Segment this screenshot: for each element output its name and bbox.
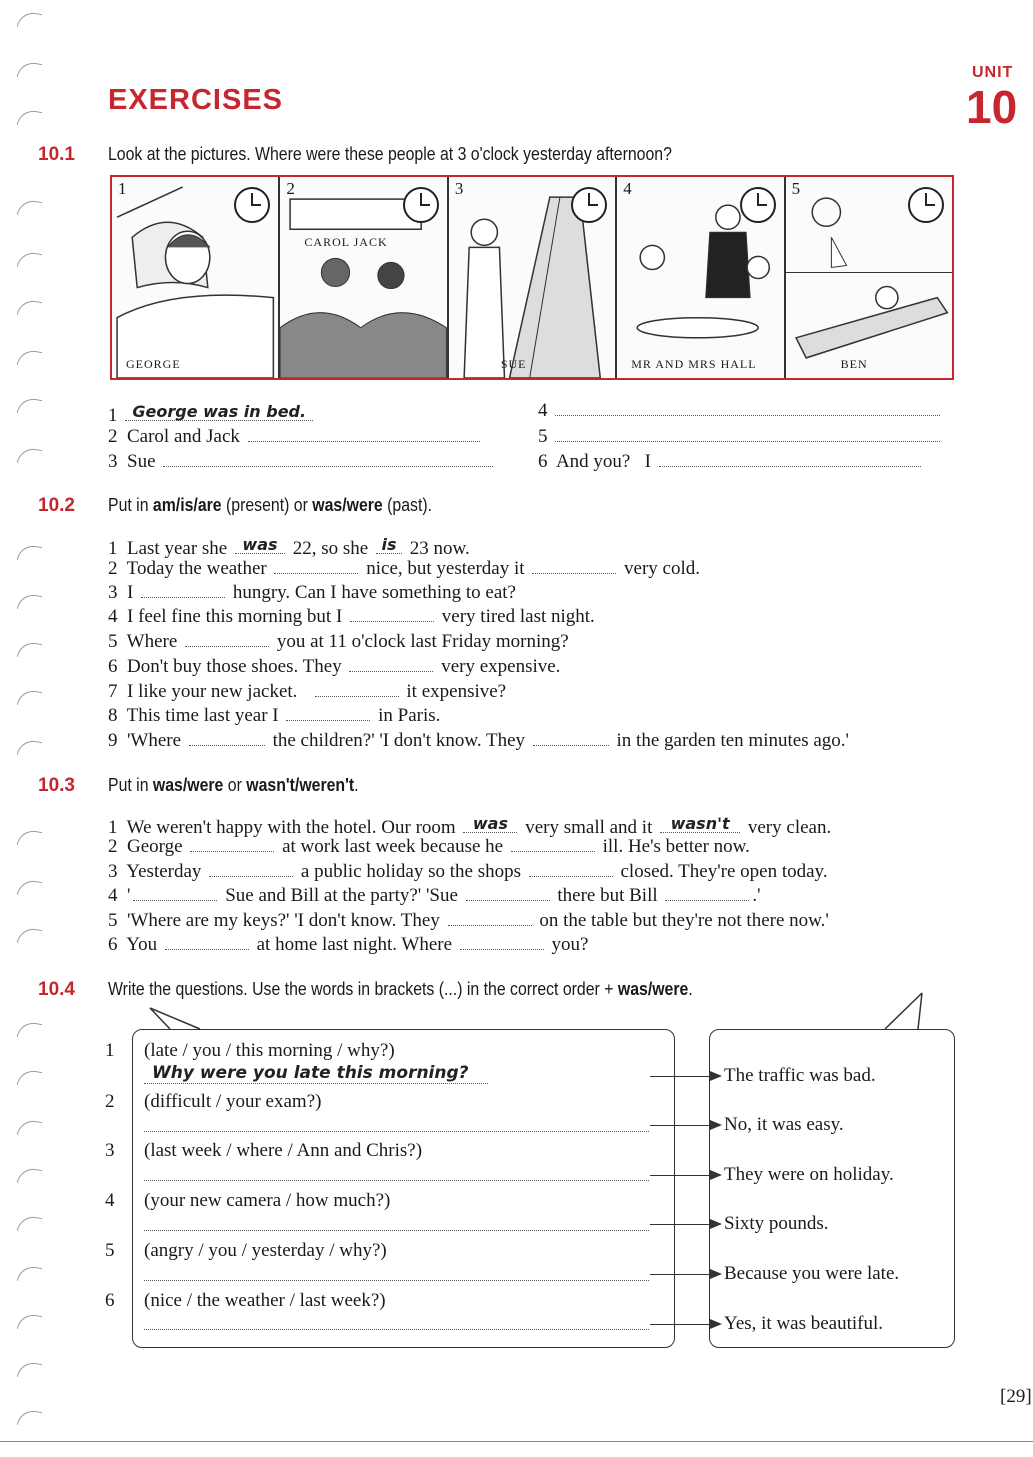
arrow-icon: [650, 1324, 720, 1325]
page-edge-line: [0, 1441, 1033, 1442]
page-number: [29]: [1000, 1386, 1032, 1407]
ex4-reply: Because you were late.: [724, 1263, 900, 1284]
ex4-item-num: 5: [105, 1240, 115, 1261]
answer-blank[interactable]: [659, 465, 921, 467]
ex2-item-8: 8 This time last year I in Paris.: [108, 705, 441, 726]
ex1-item-4: 4: [538, 400, 943, 422]
picture-strip: [110, 175, 954, 380]
ex4-item-num: 3: [105, 1140, 115, 1161]
answer-blank[interactable]: [463, 812, 517, 833]
clock-icon: [403, 187, 439, 223]
picture-panel-3: [449, 177, 617, 378]
answer-blank[interactable]: [141, 596, 225, 598]
answer-blank[interactable]: [125, 400, 313, 421]
answer-blank[interactable]: [163, 465, 493, 467]
arrow-icon: [650, 1076, 720, 1077]
panel-label: CAROL JACK: [304, 235, 388, 249]
answer-blank[interactable]: [248, 440, 480, 442]
ex1-item-6: 6 And you? I: [538, 451, 924, 473]
ex4-prompt: (your new camera / how much?): [144, 1190, 391, 1211]
ex2-item-6: 6 Don't buy those shoes. They very expensive.: [108, 656, 561, 677]
answer-blank[interactable]: [555, 414, 940, 416]
exercise-number-10-3: 10.3: [38, 775, 75, 796]
ex2-item-5: 5 Where you at 11 o'clock last Friday morning?: [108, 631, 569, 652]
answer-blank[interactable]: [209, 875, 293, 877]
answer-blank[interactable]: [533, 744, 609, 746]
arrow-icon: [650, 1175, 720, 1176]
exercise-number-10-2: 10.2: [38, 495, 75, 516]
exercise-instruction-10-3: Put in was/were or wasn't/weren't.: [108, 775, 359, 795]
arrow-icon: [650, 1125, 720, 1126]
ex4-reply: They were on holiday.: [724, 1164, 894, 1185]
answer-blank[interactable]: [555, 440, 940, 442]
panel-number: 1: [118, 179, 127, 198]
answer-blank[interactable]: [144, 1280, 649, 1281]
handwritten-answer: Why were you late this morning?: [152, 1063, 469, 1083]
ex4-item-num: 6: [105, 1290, 115, 1311]
exercise-instruction-10-1: Look at the pictures. Where were these people at 3 o'clock yesterday afternoon?: [108, 144, 672, 164]
panel-label: SUE: [500, 357, 527, 371]
answer-blank[interactable]: [274, 572, 358, 574]
answer-blank[interactable]: [144, 1230, 649, 1231]
picture-panel-2: [280, 177, 448, 378]
ex4-prompt: (late / you / this morning / why?): [144, 1040, 395, 1061]
ex2-item-9: 9 'Where the children?' 'I don't know. They in the garden ten minutes ago.': [108, 730, 849, 751]
ex4-item-num: 1: [105, 1040, 115, 1061]
panel-label: GEORGE: [126, 357, 181, 371]
ex4-prompt: (nice / the weather / last week?): [144, 1290, 386, 1311]
exercise-number-10-4: 10.4: [38, 979, 75, 1000]
ex4-prompt: (difficult / your exam?): [144, 1091, 322, 1112]
ex4-reply: No, it was easy.: [724, 1114, 844, 1135]
answer-blank[interactable]: [466, 899, 550, 901]
ex2-item-3: 3 I hungry. Can I have something to eat?: [108, 582, 516, 603]
clock-icon: [908, 187, 944, 223]
answer-blank[interactable]: [315, 695, 399, 697]
ex2-item-2: 2 Today the weather nice, but yesterday it very cold.: [108, 558, 700, 579]
answer-blank[interactable]: [144, 1180, 649, 1181]
picture-panel-5: [786, 177, 952, 378]
ex4-prompt: (angry / you / yesterday / why?): [144, 1240, 387, 1261]
ex4-prompt: (last week / where / Ann and Chris?): [144, 1140, 423, 1161]
answer-blank[interactable]: [532, 572, 616, 574]
answer-blank[interactable]: [189, 744, 265, 746]
answer-blank[interactable]: [144, 1131, 649, 1132]
ex1-item-1: 1 George was in bed.: [108, 400, 316, 427]
answer-blank[interactable]: [511, 850, 595, 852]
ex4-item-num: 2: [105, 1091, 115, 1112]
picture-panel-4: [617, 177, 785, 378]
ex3-item-6: 6 You at home last night. Where you?: [108, 934, 589, 955]
answer-blank[interactable]: [235, 533, 285, 554]
ex3-item-3: 3 Yesterday a public holiday so the shops closed. They're open today.: [108, 861, 828, 882]
answer-blank[interactable]: [190, 850, 274, 852]
answer-blank[interactable]: [133, 899, 217, 901]
ex4-reply: Sixty pounds.: [724, 1213, 829, 1234]
ex1-item-3: 3 Sue: [108, 451, 496, 473]
ex2-item-1: 1 Last year she was 22, so she is 23 now.: [108, 535, 470, 559]
handwritten-answer: wasn't: [670, 814, 730, 833]
answer-blank[interactable]: [448, 924, 532, 926]
answer-blank[interactable]: [660, 812, 740, 833]
ex3-item-1: 1 We weren't happy with the hotel. Our room was very small and it wasn't very clean.: [108, 814, 832, 838]
ex4-reply: The traffic was bad.: [724, 1065, 876, 1086]
clock-icon: [740, 187, 776, 223]
answer-blank[interactable]: [185, 645, 269, 647]
ex1-item-5: 5: [538, 426, 943, 448]
exercise-number-10-1: 10.1: [38, 144, 75, 165]
clock-icon: [571, 187, 607, 223]
arrow-icon: [650, 1274, 720, 1275]
answer-blank[interactable]: [376, 533, 402, 554]
panel-number: 4: [623, 179, 632, 198]
panel-number: 2: [286, 179, 295, 198]
ex4-item-num: 4: [105, 1190, 115, 1211]
unit-label: UNIT: [972, 64, 1014, 81]
ex2-item-7: 7 I like your new jacket. it expensive?: [108, 681, 507, 702]
answer-blank[interactable]: [665, 899, 749, 901]
answer-blank[interactable]: [529, 875, 613, 877]
ex3-item-4: 4 ' Sue and Bill at the party?' 'Sue there but Bill .': [108, 885, 761, 906]
handwritten-answer: George was in bed.: [132, 402, 307, 421]
arrow-icon: [650, 1224, 720, 1225]
answer-blank[interactable]: [350, 620, 434, 622]
answer-blank[interactable]: [165, 948, 249, 950]
page-title: EXERCISES: [108, 84, 283, 116]
answer-blank[interactable]: [286, 719, 370, 721]
answer-blank[interactable]: [144, 1064, 488, 1084]
handwritten-answer: was: [242, 535, 278, 554]
exercise-instruction-10-4: Write the questions. Use the words in brackets (...) in the correct order + was/were.: [108, 979, 693, 999]
exercise-instruction-10-2: Put in am/is/are (present) or was/were (past).: [108, 495, 433, 515]
ex3-item-2: 2 George at work last week because he ill. He's better now.: [108, 836, 750, 857]
handwritten-answer: was: [472, 814, 508, 833]
panel-label: BEN: [840, 357, 868, 371]
ex4-reply: Yes, it was beautiful.: [724, 1313, 884, 1334]
panel-label: MR AND MRS HALL: [631, 357, 757, 371]
ex2-item-4: 4 I feel fine this morning but I very tired last night.: [108, 606, 595, 627]
answer-blank[interactable]: [349, 670, 433, 672]
panel-number: 5: [791, 179, 801, 198]
unit-number: 10: [966, 81, 1018, 133]
panel-number: 3: [454, 179, 464, 198]
ex1-item-2: 2 Carol and Jack: [108, 426, 483, 448]
handwritten-answer: is: [381, 535, 397, 554]
answer-blank[interactable]: [460, 948, 544, 950]
picture-panel-1: [112, 177, 280, 378]
answer-blank[interactable]: [144, 1329, 649, 1330]
ex3-item-5: 5 'Where are my keys?' 'I don't know. They on the table but they're not there now.': [108, 910, 829, 931]
